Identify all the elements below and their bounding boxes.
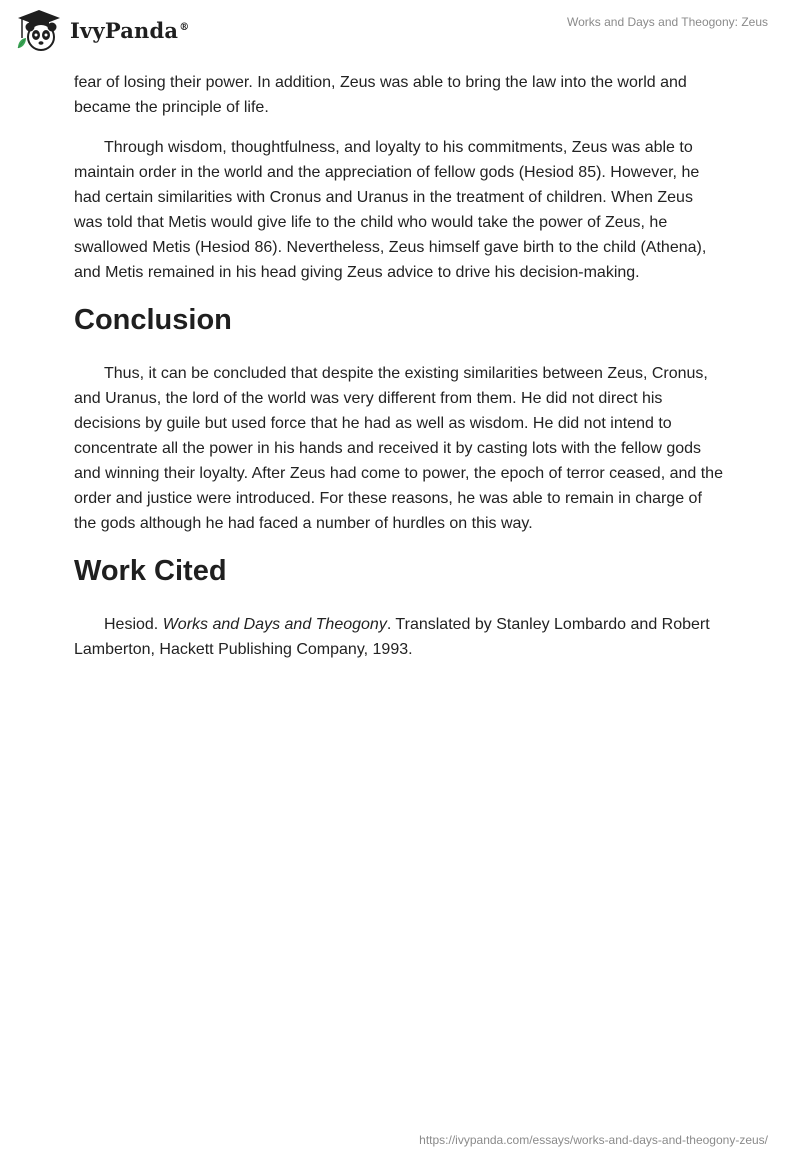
citation-entry: [74, 612, 724, 662]
citation-author: Hesiod.: [104, 616, 159, 633]
logo-wordmark: IvyPanda®: [70, 17, 190, 43]
essay-content: [74, 70, 724, 677]
panda-graduate-icon: [14, 8, 64, 52]
citation-title: Works and Days and Theogony: [162, 616, 387, 633]
paragraph-conclusion: Thus, it can be concluded that despite the existing similarities between Zeus, Cronus, and Uranus, the lord of the world was very different from them. He did not direct his decisions by guile but used force that he had as well as wisdom. He did not intend to concentrate all the power in his hands and received it by casting lots with the fellow gods and winning their loyalty. After Zeus had come to power, the epoch of terror ceased, and the order and justice were introduced. For these reasons, he was able to remain in charge of the gods although he had faced a number of hurdles on this way.: [74, 365, 723, 532]
page-header: [0, 0, 800, 70]
source-url[interactable]: https://ivypanda.com/essays/works-and-days-and-theogony-zeus/: [419, 1133, 768, 1147]
conclusion-heading: Conclusion: [74, 304, 232, 336]
paragraph-continued: fear of losing their power. In addition, Zeus was able to bring the law into the world and became the principle of life.: [74, 74, 687, 116]
work-cited-heading: Work Cited: [74, 555, 227, 587]
citation-details: . Translated by Stanley Lombardo and Robert Lamberton, Hackett Publishing Company, 1993.: [74, 616, 710, 658]
registered-mark: ®: [179, 21, 190, 33]
paragraph-wisdom: Through wisdom, thoughtfulness, and loyalty to his commitments, Zeus was able to maintain order in the world and the appreciation of fellow gods (Hesiod 85). However, he had certain similarities with Cronus and Uranus in the treatment of children. When Zeus was told that Metis would give life to the child who would take the power of Zeus, he swallowed Metis (Hesiod 86). Nevertheless, Zeus himself gave birth to the child (Athena), and Metis remained in his head giving Zeus advice to drive his decision-making.: [74, 139, 707, 281]
ivypanda-logo[interactable]: [14, 8, 189, 52]
document-title: Works and Days and Theogony: Zeus: [567, 15, 768, 29]
